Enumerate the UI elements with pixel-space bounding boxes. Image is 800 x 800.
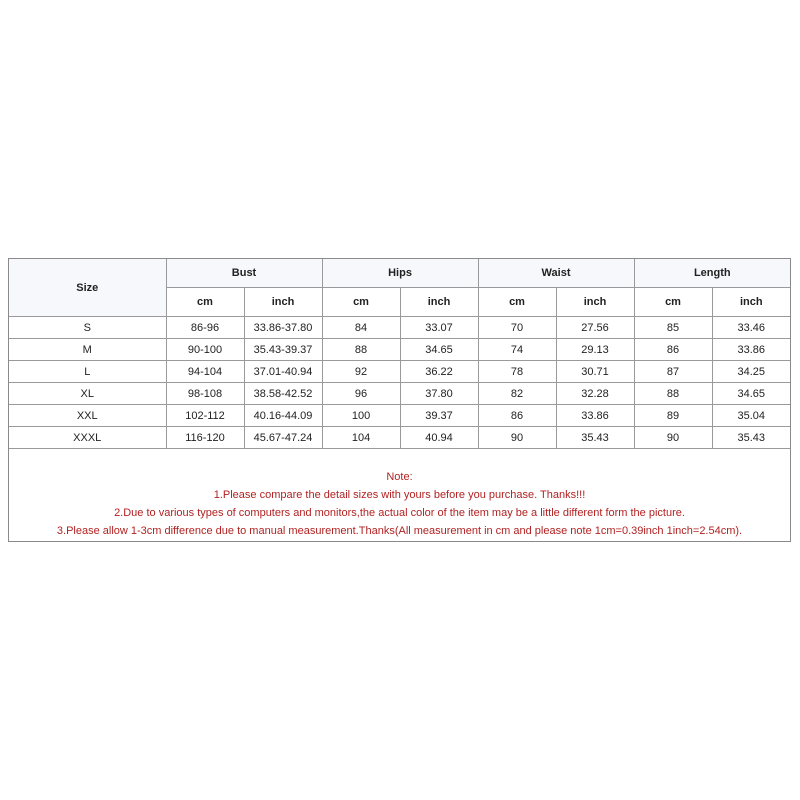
note-title: Note: <box>386 471 413 483</box>
size-cell: XXL <box>9 405 166 427</box>
table-cell: 34.65 <box>712 383 790 405</box>
table-cell: 100 <box>322 405 400 427</box>
table-cell: 102-112 <box>166 405 244 427</box>
unit-header: inch <box>244 288 322 317</box>
table-body <box>9 317 790 449</box>
note-line: 2.Due to various types of computers and monitors,the actual color of the item may be a little different form the picture. <box>114 507 685 519</box>
table-cell: 40.16-44.09 <box>244 405 322 427</box>
table-cell: 45.67-47.24 <box>244 427 322 449</box>
table-cell: 33.86 <box>556 405 634 427</box>
table-cell: 89 <box>634 405 712 427</box>
table-cell: 33.86 <box>712 339 790 361</box>
table-cell: 74 <box>478 339 556 361</box>
size-chart <box>8 258 791 542</box>
table-cell: 90-100 <box>166 339 244 361</box>
table-cell: 98-108 <box>166 383 244 405</box>
size-cell: XXXL <box>9 427 166 449</box>
size-cell: M <box>9 339 166 361</box>
unit-header: cm <box>322 288 400 317</box>
size-cell: S <box>9 317 166 339</box>
table-cell: 116-120 <box>166 427 244 449</box>
header-row-groups <box>9 259 790 288</box>
table-row <box>9 339 790 361</box>
table-cell: 82 <box>478 383 556 405</box>
notes-section <box>9 449 790 540</box>
table-cell: 40.94 <box>400 427 478 449</box>
table-cell: 104 <box>322 427 400 449</box>
table-cell: 35.43-39.37 <box>244 339 322 361</box>
unit-header: cm <box>634 288 712 317</box>
table-cell: 30.71 <box>556 361 634 383</box>
group-header-bust: Bust <box>166 259 322 288</box>
table-cell: 37.80 <box>400 383 478 405</box>
table-cell: 85 <box>634 317 712 339</box>
table-row <box>9 427 790 449</box>
unit-header: cm <box>478 288 556 317</box>
table-cell: 88 <box>322 339 400 361</box>
size-cell: XL <box>9 383 166 405</box>
table-cell: 34.25 <box>712 361 790 383</box>
table-cell: 35.43 <box>712 427 790 449</box>
table-cell: 27.56 <box>556 317 634 339</box>
table-cell: 70 <box>478 317 556 339</box>
table-cell: 86 <box>634 339 712 361</box>
table-row <box>9 317 790 339</box>
size-column-header: Size <box>9 259 166 317</box>
table-cell: 33.86-37.80 <box>244 317 322 339</box>
table-cell: 90 <box>634 427 712 449</box>
table-cell: 29.13 <box>556 339 634 361</box>
group-header-waist: Waist <box>478 259 634 288</box>
table-cell: 38.58-42.52 <box>244 383 322 405</box>
table-cell: 88 <box>634 383 712 405</box>
table-row <box>9 383 790 405</box>
table-cell: 90 <box>478 427 556 449</box>
table-cell: 94-104 <box>166 361 244 383</box>
table-cell: 35.43 <box>556 427 634 449</box>
table-cell: 35.04 <box>712 405 790 427</box>
size-cell: L <box>9 361 166 383</box>
table-cell: 37.01-40.94 <box>244 361 322 383</box>
table-row <box>9 361 790 383</box>
table-cell: 84 <box>322 317 400 339</box>
table-cell: 36.22 <box>400 361 478 383</box>
table-row <box>9 405 790 427</box>
size-table <box>9 259 790 449</box>
group-header-length: Length <box>634 259 790 288</box>
table-cell: 39.37 <box>400 405 478 427</box>
unit-header: inch <box>556 288 634 317</box>
table-cell: 78 <box>478 361 556 383</box>
unit-header: cm <box>166 288 244 317</box>
table-cell: 87 <box>634 361 712 383</box>
table-cell: 34.65 <box>400 339 478 361</box>
table-cell: 33.46 <box>712 317 790 339</box>
group-header-hips: Hips <box>322 259 478 288</box>
table-cell: 86 <box>478 405 556 427</box>
note-line: 3.Please allow 1-3cm difference due to manual measurement.Thanks(All measurement in cm and please note 1cm=0.39inch 1inch=2.54cm). <box>56 525 743 537</box>
unit-header: inch <box>400 288 478 317</box>
table-cell: 86-96 <box>166 317 244 339</box>
table-cell: 33.07 <box>400 317 478 339</box>
note-line: 1.Please compare the detail sizes with yours before you purchase. Thanks!!! <box>213 489 586 501</box>
table-cell: 32.28 <box>556 383 634 405</box>
unit-header: inch <box>712 288 790 317</box>
table-cell: 96 <box>322 383 400 405</box>
table-cell: 92 <box>322 361 400 383</box>
